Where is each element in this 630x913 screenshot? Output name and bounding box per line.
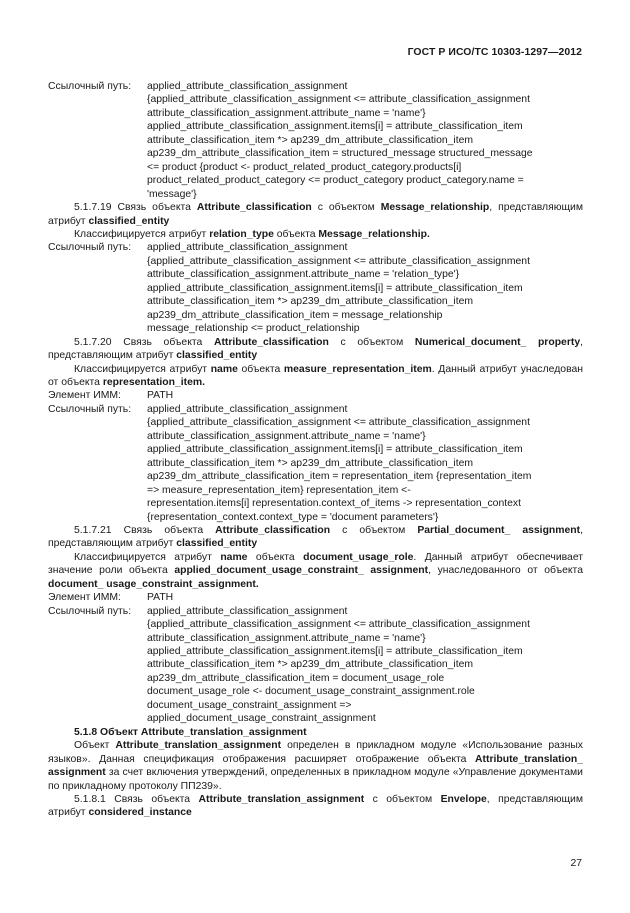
path-line: applied_attribute_classification_assignment	[147, 403, 348, 415]
section-5-1-8-1-heading: 5.1.8.1 Связь объекта Attribute_translation_assignment с объектом Envelope, представляющим атрибут considered_instance	[48, 794, 584, 819]
path-line: {representation_context.context_type = 'document parameters'}	[147, 511, 439, 523]
path-line: applied_document_usage_constraint_assignment	[147, 713, 376, 725]
ref-path-block-5-1-7-19	[48, 241, 583, 335]
path-line: applied_attribute_classification_assignment.items[i] = attribute_classification_item	[147, 121, 523, 133]
path-line: {applied_attribute_classification_assignment <= attribute_classification_assignment	[147, 619, 530, 631]
path-line: ap239_dm_attribute_classification_item = representation_item {representation_item	[147, 471, 532, 483]
path-line: attribute_classification_assignment.attribute_name = 'relation_type'}	[147, 269, 460, 281]
aim-element-row	[48, 389, 583, 402]
path-line: document_usage_role <- document_usage_constraint_assignment.role	[147, 686, 475, 698]
path-line: attribute_classification_assignment.attribute_name = 'name'}	[147, 632, 426, 644]
path-line: ap239_dm_attribute_classification_item = message_relationship	[147, 309, 443, 321]
path-line: ap239_dm_attribute_classification_item = document_usage_role	[147, 672, 445, 684]
ref-path-label: Ссылочный путь:	[48, 605, 132, 617]
aim-element-value: PATH	[147, 592, 174, 604]
section-5-1-7-19-heading: 5.1.7.19 Связь объекта Attribute_classification с объектом Message_relationship, представляющим атрибут classified_entity	[48, 202, 583, 227]
aim-element-label: Элемент ИММ:	[48, 592, 121, 604]
ref-path-label: Ссылочный путь:	[48, 403, 132, 415]
section-5-1-7-19-description: Классифицируется атрибут relation_type объекта Message_relationship.	[74, 228, 430, 240]
ref-path-label: Ссылочный путь:	[48, 242, 132, 254]
section-5-1-7-21-heading: 5.1.7.21 Связь объекта Attribute_classification с объектом Partial_document_ assignment, представляющим атрибут classified_entity	[48, 524, 583, 550]
path-line: attribute_classification_item *> ap239_dm_attribute_classification_item	[147, 659, 474, 671]
path-line: <= product {product <- product_related_product_category.products[i]	[147, 161, 462, 173]
aim-element-value: PATH	[147, 390, 174, 402]
path-line: product_related_product_category <= product_category product_category.name =	[147, 175, 524, 187]
section-5-1-7-20-description: Классифицируется атрибут name объекта measure_representation_item. Данный атрибут унаследован от объекта representation_item.	[48, 363, 583, 388]
section-5-1-8-heading: 5.1.8 Объект Attribute_translation_assignment	[74, 726, 307, 738]
page-content	[48, 80, 583, 820]
ref-path-label: Ссылочный путь:	[48, 81, 132, 92]
path-line: attribute_classification_item *> ap239_dm_attribute_classification_item	[147, 457, 474, 469]
path-line: 'message'}	[147, 188, 197, 200]
path-line: {applied_attribute_classification_assignment <= attribute_classification_assignment	[147, 417, 530, 429]
ref-path-block-5-1-7-20	[48, 403, 583, 524]
path-line: {applied_attribute_classification_assignment <= attribute_classification_assignment	[147, 94, 530, 106]
path-line: applied_attribute_classification_assignment.items[i] = attribute_classification_item	[147, 444, 523, 456]
path-line: document_usage_constraint_assignment =>	[147, 699, 352, 711]
document-code-header: ГОСТ Р ИСО/ТС 10303-1297—2012	[407, 47, 582, 58]
page-number: 27	[570, 858, 582, 869]
section-5-1-7-21-description: Классифицируется атрибут name объекта document_usage_role. Данный атрибут обеспечивает значение роли объекта applied_document_usage_constraint_ assignment, унаследованного от объекта document_ usage_constraint_assignment.	[48, 551, 584, 590]
ref-path-block-1	[48, 80, 583, 201]
path-line: applied_attribute_classification_assignment	[147, 81, 348, 92]
path-line: applied_attribute_classification_assignment	[147, 605, 348, 617]
path-line: attribute_classification_assignment.attribute_name = 'name'}	[147, 107, 426, 119]
path-line: attribute_classification_item *> ap239_dm_attribute_classification_item	[147, 296, 474, 308]
path-line: representation.items[i] representation.context_of_items -> representation_context	[147, 498, 521, 510]
section-5-1-7-20-heading: 5.1.7.20 Связь объекта Attribute_classification с объектом Numerical_document_ property, представляющим атрибут classified_entity	[48, 336, 584, 362]
section-5-1-8-paragraph: Объект Attribute_translation_assignment определен в прикладном модуле «Использование разных языков». Данная спецификация отображения расширяет отображение объекта Attribute_translation_ assignment за счет включения утверждений, определенных в прикладном модуле «Управление документами по прикладному протоколу ПП239».	[48, 740, 583, 792]
path-line: attribute_classification_assignment.attribute_name = 'name'}	[147, 430, 426, 442]
path-line: applied_attribute_classification_assignment	[147, 242, 348, 254]
path-line: ap239_dm_attribute_classification_item = structured_message structured_message	[147, 148, 533, 160]
aim-element-label: Элемент ИММ:	[48, 390, 121, 402]
path-line: {applied_attribute_classification_assignment <= attribute_classification_assignment	[147, 255, 530, 267]
aim-element-row	[48, 591, 583, 604]
path-line: attribute_classification_item *> ap239_dm_attribute_classification_item	[147, 134, 474, 146]
path-line: => measure_representation_item} representation_item <-	[147, 484, 411, 496]
path-line: message_relationship <= product_relationship	[147, 323, 360, 335]
ref-path-block-5-1-7-21	[48, 605, 583, 726]
path-line: applied_attribute_classification_assignment.items[i] = attribute_classification_item	[147, 282, 523, 294]
path-line: applied_attribute_classification_assignment.items[i] = attribute_classification_item	[147, 646, 523, 658]
